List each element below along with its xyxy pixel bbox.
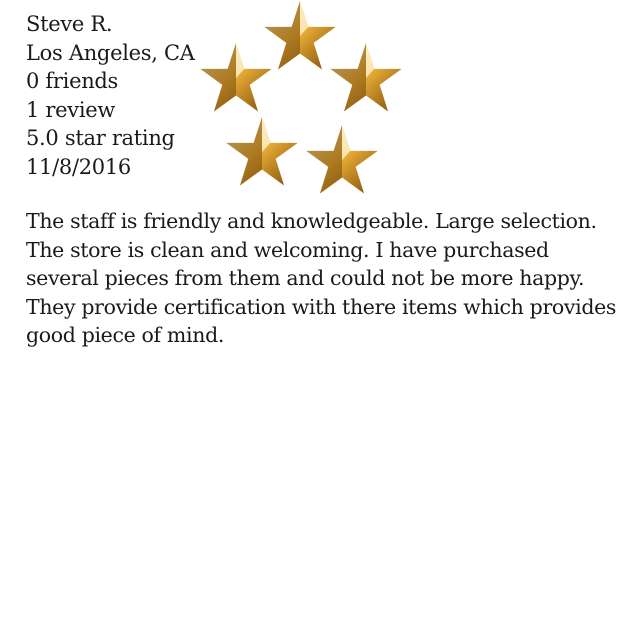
reviewer-info	[26, 10, 195, 181]
reviewer-name: Steve R.	[26, 12, 113, 36]
review-text: The staff is friendly and knowledgeable. Large selection. The store is clean and welcoming. I have purchased several pieces from them and could not be more happy. They provide certification with there items which provides good piece of mind.	[26, 209, 617, 347]
gold-star-icon	[328, 40, 404, 116]
review-count: 1 review	[26, 97, 116, 122]
gold-star-icon	[304, 122, 380, 198]
friends-count: 0 friends	[26, 69, 119, 93]
gold-star-icon	[198, 40, 274, 116]
review-date: 11/8/2016	[26, 154, 131, 179]
gold-star-icon	[224, 114, 300, 190]
star-rating-text: 5.0 star rating	[26, 126, 175, 150]
star-rating-cluster	[196, 0, 416, 200]
reviewer-location: Los Angeles, CA	[26, 40, 195, 65]
